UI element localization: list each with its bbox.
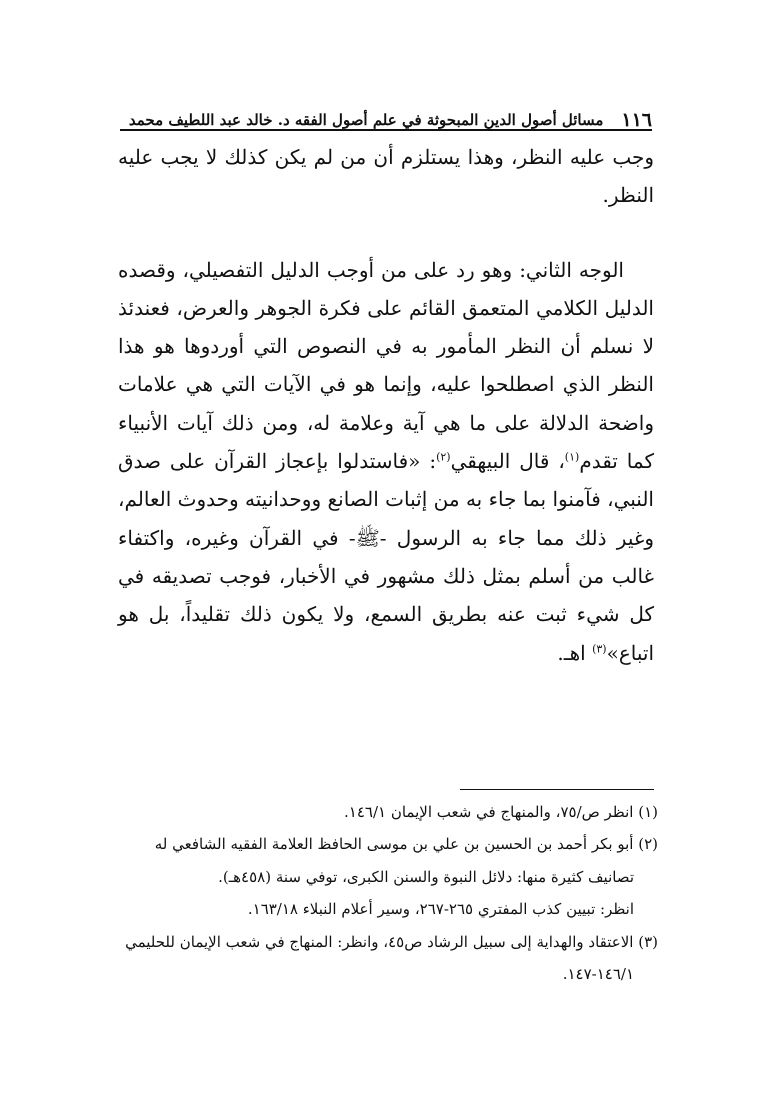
footnotes <box>118 796 658 990</box>
paragraph-2-text: الوجه الثاني: وهو رد على من أوجب الدليل التفصيلي، وقصده الدليل الكلامي المتعمق القائم على فكرة الجوهر والعرض، فعندئذ لا نسلم أن النظر المأمور به في النصوص التي أوردوها هو هذا النظر الذي اصطلحوا عليه، وإنما هو في الآيات التي هي علامات واضحة الدلالة على ما هي آية وعلامة له، ومن ذلك آيات الأنبياء كما تقدم <box>118 257 654 474</box>
header-rule <box>120 129 652 131</box>
paragraph-2-end: اهـ. <box>557 640 593 665</box>
quotation: : «فاستدلوا بإعجاز القرآن على صدق النبي، فآمنوا بما جاء به من إثبات الصانع ووحدانيته وحدوث العالم، وغير ذلك مما جاء به الرسول -ﷺ- في القرآن وغيره، واكتفاء غالب من أسلم بمثل ذلك مشهور في الأخبار، فوجب تصديقه في كل شيء ثبت عنه بطريق السمع، ولا يكون ذلك تقليداً، بل هو اتباع» <box>118 449 654 665</box>
main-text <box>118 138 654 672</box>
page-number: ١١٦ <box>621 109 652 131</box>
footnote-ref-2[interactable]: (٢) <box>436 450 451 464</box>
footnote-2-reference: انظر: تبيين كذب المفتري ٢٦٥-٢٦٧، وسير أعلام النبلاء ١٦٣/١٨. <box>247 900 634 919</box>
footnote-3: (٣) الاعتقاد والهداية إلى سبيل الرشاد ص٤٥، وانظر: المنهاج في شعب الإيمان للحليمي <box>125 932 658 951</box>
running-title: مسائل أصول الدين المبحوثة في علم أصول الفقه د. خالد عبد اللطيف محمد <box>128 111 604 129</box>
footnote-ref-3[interactable]: (٣) <box>592 641 607 655</box>
footnote-2: (٢) أبو بكر أحمد بن الحسين بن علي بن موسى الحافظ العلامة الفقيه الشافعي له <box>154 835 658 854</box>
page-header <box>120 100 652 130</box>
footnote-2-continuation: تصانيف كثيرة منها: دلائل النبوة والسنن الكبرى، توفي سنة (٤٥٨هـ). <box>218 867 634 886</box>
footnote-ref-1[interactable]: (١) <box>564 450 580 464</box>
footnote-separator <box>460 789 654 790</box>
paragraph-2-text: ، قال البيهقي <box>450 449 565 474</box>
paragraph-2 <box>118 251 654 672</box>
footnote-1: (١) انظر ص/٧٥، والمنهاج في شعب الإيمان ١٤٦/١. <box>344 803 658 821</box>
paragraph-1: وجب عليه النظر، وهذا يستلزم أن من لم يكن كذلك لا يجب عليه النظر. <box>118 145 654 208</box>
footnote-3-continuation: ١٤٦/١-١٤٧. <box>562 965 634 984</box>
